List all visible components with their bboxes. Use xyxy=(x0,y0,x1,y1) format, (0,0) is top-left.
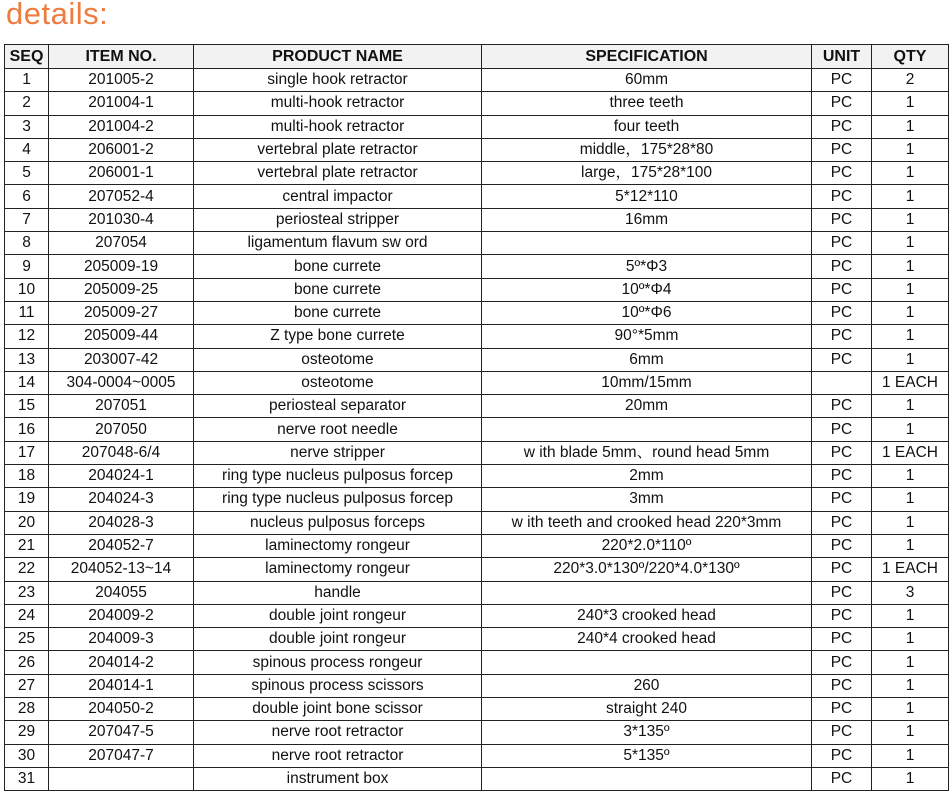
cell-specification: 3mm xyxy=(482,488,812,511)
table-row xyxy=(5,418,949,441)
table-row xyxy=(5,185,949,208)
cell-qty: 1 EACH xyxy=(872,371,949,394)
table-header-row xyxy=(5,45,949,69)
cell-specification xyxy=(482,581,812,604)
cell-item-no: 201004-1 xyxy=(49,92,194,115)
cell-seq: 30 xyxy=(5,744,49,767)
cell-specification: 6mm xyxy=(482,348,812,371)
cell-product-name: ring type nucleus pulposus forcep xyxy=(194,488,482,511)
cell-product-name: double joint rongeur xyxy=(194,604,482,627)
table-row xyxy=(5,744,949,767)
cell-qty: 1 xyxy=(872,418,949,441)
table-row xyxy=(5,441,949,464)
cell-seq: 10 xyxy=(5,278,49,301)
cell-unit: PC xyxy=(812,255,872,278)
cell-product-name: double joint bone scissor xyxy=(194,698,482,721)
section-heading: details: xyxy=(6,0,109,31)
cell-item-no: 201005-2 xyxy=(49,69,194,92)
cell-qty: 1 xyxy=(872,115,949,138)
cell-unit: PC xyxy=(812,348,872,371)
cell-seq: 5 xyxy=(5,162,49,185)
cell-qty: 1 xyxy=(872,698,949,721)
cell-qty: 2 xyxy=(872,69,949,92)
cell-specification: 240*4 crooked head xyxy=(482,628,812,651)
cell-product-name: laminectomy rongeur xyxy=(194,558,482,581)
cell-unit: PC xyxy=(812,767,872,790)
cell-unit: PC xyxy=(812,162,872,185)
table-row xyxy=(5,69,949,92)
cell-qty: 1 xyxy=(872,651,949,674)
cell-unit: PC xyxy=(812,395,872,418)
cell-unit: PC xyxy=(812,744,872,767)
cell-unit: PC xyxy=(812,558,872,581)
cell-unit: PC xyxy=(812,698,872,721)
cell-item-no: 207047-7 xyxy=(49,744,194,767)
cell-qty: 1 xyxy=(872,325,949,348)
cell-item-no: 204024-3 xyxy=(49,488,194,511)
cell-product-name: bone currete xyxy=(194,278,482,301)
cell-specification: w ith teeth and crooked head 220*3mm xyxy=(482,511,812,534)
cell-specification: 20mm xyxy=(482,395,812,418)
table-row xyxy=(5,674,949,697)
table-row xyxy=(5,465,949,488)
cell-product-name: bone currete xyxy=(194,255,482,278)
cell-product-name: spinous process scissors xyxy=(194,674,482,697)
cell-unit: PC xyxy=(812,92,872,115)
cell-item-no: 203007-42 xyxy=(49,348,194,371)
cell-specification xyxy=(482,418,812,441)
table-row xyxy=(5,348,949,371)
table-row xyxy=(5,395,949,418)
cell-unit: PC xyxy=(812,581,872,604)
cell-seq: 25 xyxy=(5,628,49,651)
cell-seq: 18 xyxy=(5,465,49,488)
cell-unit: PC xyxy=(812,232,872,255)
cell-qty: 1 xyxy=(872,395,949,418)
cell-seq: 11 xyxy=(5,301,49,324)
cell-qty: 1 xyxy=(872,185,949,208)
cell-seq: 26 xyxy=(5,651,49,674)
cell-product-name: multi-hook retractor xyxy=(194,115,482,138)
cell-seq: 3 xyxy=(5,115,49,138)
cell-seq: 28 xyxy=(5,698,49,721)
cell-qty: 1 xyxy=(872,138,949,161)
cell-product-name: handle xyxy=(194,581,482,604)
cell-item-no: 205009-27 xyxy=(49,301,194,324)
cell-qty: 1 xyxy=(872,744,949,767)
cell-specification xyxy=(482,651,812,674)
cell-seq: 6 xyxy=(5,185,49,208)
cell-qty: 1 xyxy=(872,628,949,651)
cell-unit: PC xyxy=(812,208,872,231)
cell-seq: 21 xyxy=(5,534,49,557)
cell-unit: PC xyxy=(812,721,872,744)
cell-specification: 10mm/15mm xyxy=(482,371,812,394)
cell-seq: 13 xyxy=(5,348,49,371)
cell-qty: 1 EACH xyxy=(872,441,949,464)
cell-specification: 240*3 crooked head xyxy=(482,604,812,627)
cell-item-no: 207048-6/4 xyxy=(49,441,194,464)
cell-item-no: 207050 xyxy=(49,418,194,441)
cell-product-name: laminectomy rongeur xyxy=(194,534,482,557)
cell-product-name: nerve root retractor xyxy=(194,744,482,767)
cell-product-name: single hook retractor xyxy=(194,69,482,92)
cell-qty: 1 xyxy=(872,348,949,371)
cell-item-no: 205009-25 xyxy=(49,278,194,301)
cell-specification: middle，175*28*80 xyxy=(482,138,812,161)
cell-unit: PC xyxy=(812,534,872,557)
cell-qty: 1 xyxy=(872,674,949,697)
cell-seq: 15 xyxy=(5,395,49,418)
cell-seq: 9 xyxy=(5,255,49,278)
cell-unit: PC xyxy=(812,488,872,511)
cell-unit: PC xyxy=(812,115,872,138)
table-row xyxy=(5,767,949,790)
cell-specification: 5*135º xyxy=(482,744,812,767)
cell-qty: 3 xyxy=(872,581,949,604)
cell-item-no: 206001-1 xyxy=(49,162,194,185)
cell-qty: 1 xyxy=(872,534,949,557)
column-header-item-no: ITEM NO. xyxy=(49,45,194,69)
cell-seq: 27 xyxy=(5,674,49,697)
table-row xyxy=(5,511,949,534)
cell-specification: three teeth xyxy=(482,92,812,115)
cell-unit: PC xyxy=(812,325,872,348)
cell-unit: PC xyxy=(812,418,872,441)
cell-item-no: 201030-4 xyxy=(49,208,194,231)
cell-unit: PC xyxy=(812,628,872,651)
cell-product-name: nerve root needle xyxy=(194,418,482,441)
cell-seq: 19 xyxy=(5,488,49,511)
cell-unit: PC xyxy=(812,465,872,488)
cell-seq: 31 xyxy=(5,767,49,790)
cell-specification: straight 240 xyxy=(482,698,812,721)
cell-unit: PC xyxy=(812,511,872,534)
table-row xyxy=(5,115,949,138)
cell-qty: 1 xyxy=(872,208,949,231)
cell-seq: 1 xyxy=(5,69,49,92)
cell-qty: 1 xyxy=(872,767,949,790)
table-row xyxy=(5,255,949,278)
cell-product-name: nerve stripper xyxy=(194,441,482,464)
cell-product-name: double joint rongeur xyxy=(194,628,482,651)
cell-qty: 1 xyxy=(872,232,949,255)
cell-product-name: osteotome xyxy=(194,348,482,371)
cell-item-no: 206001-2 xyxy=(49,138,194,161)
cell-product-name: bone currete xyxy=(194,301,482,324)
cell-seq: 16 xyxy=(5,418,49,441)
cell-item-no: 204009-2 xyxy=(49,604,194,627)
cell-qty: 1 xyxy=(872,301,949,324)
cell-specification: 60mm xyxy=(482,69,812,92)
cell-product-name: spinous process rongeur xyxy=(194,651,482,674)
cell-seq: 14 xyxy=(5,371,49,394)
cell-qty: 1 xyxy=(872,162,949,185)
cell-product-name: multi-hook retractor xyxy=(194,92,482,115)
cell-specification: four teeth xyxy=(482,115,812,138)
table-row xyxy=(5,371,949,394)
cell-unit: PC xyxy=(812,69,872,92)
table-row xyxy=(5,162,949,185)
cell-item-no: 204014-1 xyxy=(49,674,194,697)
cell-qty: 1 xyxy=(872,255,949,278)
table-row xyxy=(5,651,949,674)
cell-product-name: vertebral plate retractor xyxy=(194,138,482,161)
table-row xyxy=(5,232,949,255)
cell-product-name: nucleus pulposus forceps xyxy=(194,511,482,534)
cell-seq: 24 xyxy=(5,604,49,627)
cell-unit xyxy=(812,371,872,394)
cell-qty: 1 xyxy=(872,278,949,301)
cell-item-no: 204052-7 xyxy=(49,534,194,557)
cell-product-name: ligamentum flavum sw ord xyxy=(194,232,482,255)
cell-seq: 20 xyxy=(5,511,49,534)
cell-item-no: 207047-5 xyxy=(49,721,194,744)
cell-seq: 2 xyxy=(5,92,49,115)
cell-specification: 10º*Φ4 xyxy=(482,278,812,301)
cell-specification: 220*2.0*110º xyxy=(482,534,812,557)
table-row xyxy=(5,628,949,651)
table-row xyxy=(5,581,949,604)
cell-qty: 1 xyxy=(872,92,949,115)
table-row xyxy=(5,721,949,744)
cell-seq: 8 xyxy=(5,232,49,255)
cell-specification: 3*135º xyxy=(482,721,812,744)
cell-item-no: 204009-3 xyxy=(49,628,194,651)
column-header-product-name: PRODUCT NAME xyxy=(194,45,482,69)
cell-specification: w ith blade 5mm、round head 5mm xyxy=(482,441,812,464)
cell-product-name: Z type bone currete xyxy=(194,325,482,348)
cell-seq: 22 xyxy=(5,558,49,581)
cell-item-no: 207054 xyxy=(49,232,194,255)
cell-unit: PC xyxy=(812,185,872,208)
cell-item-no: 304-0004~0005 xyxy=(49,371,194,394)
cell-seq: 4 xyxy=(5,138,49,161)
cell-specification: 5*12*110 xyxy=(482,185,812,208)
table-row xyxy=(5,278,949,301)
cell-specification: 16mm xyxy=(482,208,812,231)
cell-specification xyxy=(482,767,812,790)
product-table xyxy=(4,44,949,791)
cell-specification: 260 xyxy=(482,674,812,697)
table-row xyxy=(5,488,949,511)
cell-qty: 1 xyxy=(872,488,949,511)
cell-unit: PC xyxy=(812,278,872,301)
cell-unit: PC xyxy=(812,674,872,697)
cell-product-name: vertebral plate retractor xyxy=(194,162,482,185)
cell-item-no: 204050-2 xyxy=(49,698,194,721)
table-body xyxy=(5,69,949,791)
table-row xyxy=(5,534,949,557)
cell-unit: PC xyxy=(812,604,872,627)
cell-qty: 1 EACH xyxy=(872,558,949,581)
cell-qty: 1 xyxy=(872,465,949,488)
cell-unit: PC xyxy=(812,138,872,161)
cell-seq: 23 xyxy=(5,581,49,604)
cell-item-no: 201004-2 xyxy=(49,115,194,138)
cell-product-name: central impactor xyxy=(194,185,482,208)
cell-item-no: 205009-44 xyxy=(49,325,194,348)
cell-item-no: 207052-4 xyxy=(49,185,194,208)
cell-product-name: nerve root retractor xyxy=(194,721,482,744)
cell-seq: 7 xyxy=(5,208,49,231)
cell-seq: 29 xyxy=(5,721,49,744)
cell-item-no: 204028-3 xyxy=(49,511,194,534)
cell-product-name: instrument box xyxy=(194,767,482,790)
cell-specification: 220*3.0*130º/220*4.0*130º xyxy=(482,558,812,581)
cell-product-name: periosteal separator xyxy=(194,395,482,418)
cell-specification: 90°*5mm xyxy=(482,325,812,348)
column-header-unit: UNIT xyxy=(812,45,872,69)
cell-item-no: 204014-2 xyxy=(49,651,194,674)
cell-item-no: 204024-1 xyxy=(49,465,194,488)
column-header-specification: SPECIFICATION xyxy=(482,45,812,69)
cell-product-name: ring type nucleus pulposus forcep xyxy=(194,465,482,488)
cell-item-no: 204052-13~14 xyxy=(49,558,194,581)
cell-item-no xyxy=(49,767,194,790)
cell-unit: PC xyxy=(812,651,872,674)
cell-unit: PC xyxy=(812,301,872,324)
column-header-seq: SEQ xyxy=(5,45,49,69)
cell-product-name: osteotome xyxy=(194,371,482,394)
cell-specification: 5º*Φ3 xyxy=(482,255,812,278)
cell-qty: 1 xyxy=(872,604,949,627)
table-row xyxy=(5,698,949,721)
cell-item-no: 204055 xyxy=(49,581,194,604)
column-header-qty: QTY xyxy=(872,45,949,69)
cell-seq: 17 xyxy=(5,441,49,464)
cell-qty: 1 xyxy=(872,721,949,744)
table-row xyxy=(5,604,949,627)
cell-seq: 12 xyxy=(5,325,49,348)
table-row xyxy=(5,325,949,348)
cell-qty: 1 xyxy=(872,511,949,534)
table-row xyxy=(5,92,949,115)
cell-item-no: 207051 xyxy=(49,395,194,418)
cell-unit: PC xyxy=(812,441,872,464)
table-row xyxy=(5,138,949,161)
cell-item-no: 205009-19 xyxy=(49,255,194,278)
cell-specification: large，175*28*100 xyxy=(482,162,812,185)
cell-specification: 2mm xyxy=(482,465,812,488)
cell-specification xyxy=(482,232,812,255)
table-row xyxy=(5,301,949,324)
cell-specification: 10º*Φ6 xyxy=(482,301,812,324)
cell-product-name: periosteal stripper xyxy=(194,208,482,231)
table-row xyxy=(5,208,949,231)
table-row xyxy=(5,558,949,581)
